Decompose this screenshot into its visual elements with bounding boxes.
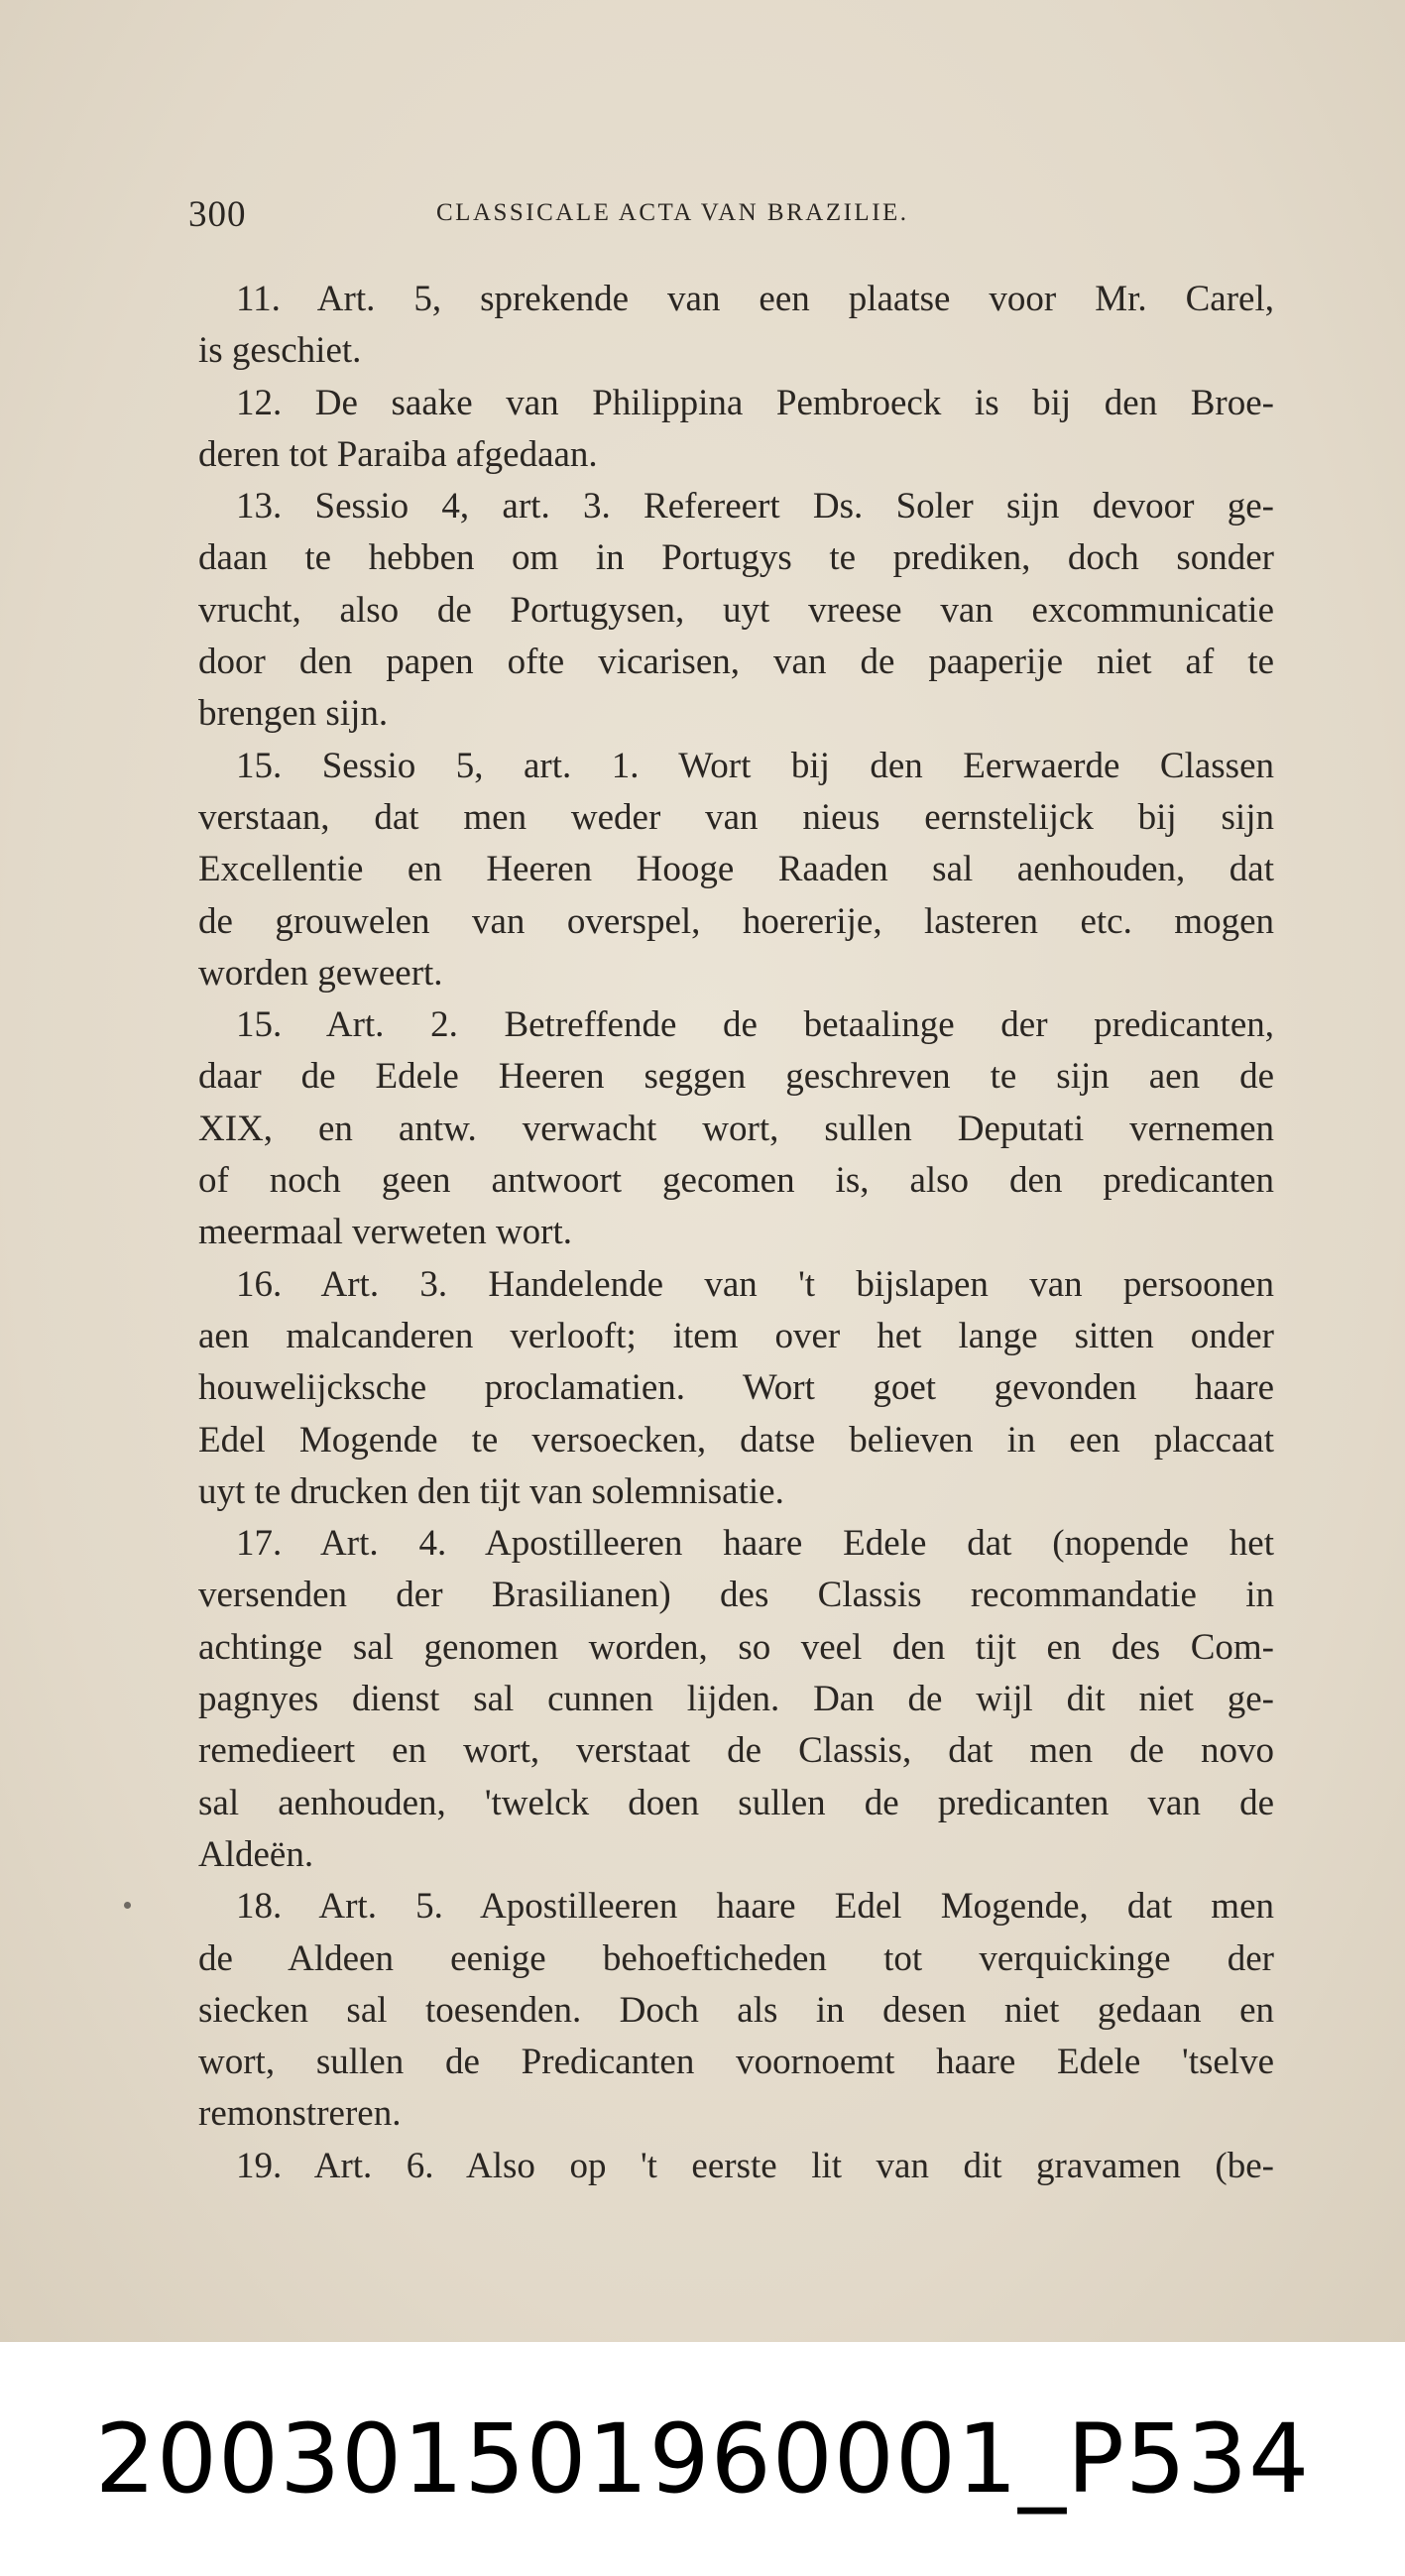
text-line: daar de Edele Heeren seggen geschreven te sijn aen de — [198, 1056, 1274, 1098]
text-line: de grouwelen van overspel, hoererije, lasteren etc. mogen — [198, 900, 1274, 942]
text-line: 11. Art. 5, sprekende van een plaatse voor Mr. Carel, — [236, 279, 1274, 319]
page-number: 300 — [188, 194, 247, 235]
text-line: aen malcanderen verlooft; item over het lange sitten onder — [198, 1315, 1274, 1356]
text-line: remedieert en wort, verstaat de Classis, dat men de novo — [198, 1730, 1274, 1772]
text-line: 13. Sessio 4, art. 3. Refereert Ds. Soler sijn devoor ge- — [236, 486, 1274, 527]
text-line: deren tot Paraiba afgedaan. — [198, 433, 598, 475]
text-line: Aldeën. — [198, 1833, 314, 1875]
ink-speck — [124, 1902, 131, 1909]
text-line: sal aenhouden, 'twelck doen sullen de predicanten van de — [198, 1782, 1274, 1823]
text-line: Edel Mogende te versoecken, datse believen in een placcaat — [198, 1419, 1274, 1461]
text-line: 15. Art. 2. Betreffende de betaalinge der predicanten, — [236, 1004, 1274, 1046]
text-line: remonstreren. — [198, 2093, 402, 2135]
text-line: vrucht, also de Portugysen, uyt vreese van excommunicatie — [198, 589, 1274, 631]
text-line: 17. Art. 4. Apostilleeren haare Edele dat (nopende het — [236, 1523, 1274, 1565]
text-line: 16. Art. 3. Handelende van 't bijslapen van persoonen — [236, 1263, 1274, 1305]
body-text — [198, 274, 1274, 2192]
text-line: door den papen ofte vicarisen, van de paaperije niet af te — [198, 642, 1274, 683]
text-line: verstaan, dat men weder van nieus eernstelijck bij sijn — [198, 796, 1274, 838]
text-line: versenden der Brasilianen) des Classis recommandatie in — [198, 1575, 1274, 1616]
text-line: 19. Art. 6. Also op 't eerste lit van dit gravamen (be- — [236, 2145, 1274, 2186]
text-line: 12. De saake van Philippina Pembroeck is bij den Broe- — [236, 382, 1274, 423]
text-line: siecken sal toesenden. Doch als in desen niet gedaan en — [198, 1989, 1274, 2031]
text-line: uyt te drucken den tijt van solemnisatie. — [198, 1470, 784, 1512]
text-line: meermaal verweten wort. — [198, 1212, 573, 1253]
text-line: de Aldeen eenige behoeftichеden tot verquickinge der — [198, 1937, 1274, 1979]
text-line: pagnyes dienst sal cunnen lijden. Dan de wijl dit niet ge- — [198, 1679, 1274, 1720]
text-line: 18. Art. 5. Apostilleeren haare Edel Mogende, dat men — [236, 1886, 1274, 1928]
running-head — [188, 193, 1286, 233]
scan-id-label: 20030150196000​1_P534 — [94, 2403, 1311, 2515]
text-line: 15. Sessio 5, art. 1. Wort bij den Eerwaerde Classen — [236, 745, 1274, 786]
text-line: brengen sijn. — [198, 693, 389, 735]
text-line: XIX, en antw. verwacht wort, sullen Deputati vernemen — [198, 1108, 1274, 1149]
text-line: daan te hebben om in Portugys te prediken, doch sonder — [198, 537, 1274, 579]
text-line: worden geweert. — [198, 952, 443, 994]
text-line: is geschiet. — [198, 330, 362, 372]
running-title: CLASSICALE ACTA VAN BRAZILIE. — [436, 199, 909, 226]
text-line: Excellentie en Heeren Hooge Raaden sal aenhouden, dat — [198, 849, 1274, 890]
text-line: houwelijcksche proclamatien. Wort goet gevonden haare — [198, 1367, 1274, 1409]
text-line: wort, sullen de Predicanten voornoemt haare Edele 'tselve — [198, 2042, 1274, 2083]
text-line: of noch geen antwoort gecomen is, also den predicanten — [198, 1160, 1274, 1202]
text-line: achtinge sal genomen worden, so veel den tijt en des Com- — [198, 1626, 1274, 1668]
